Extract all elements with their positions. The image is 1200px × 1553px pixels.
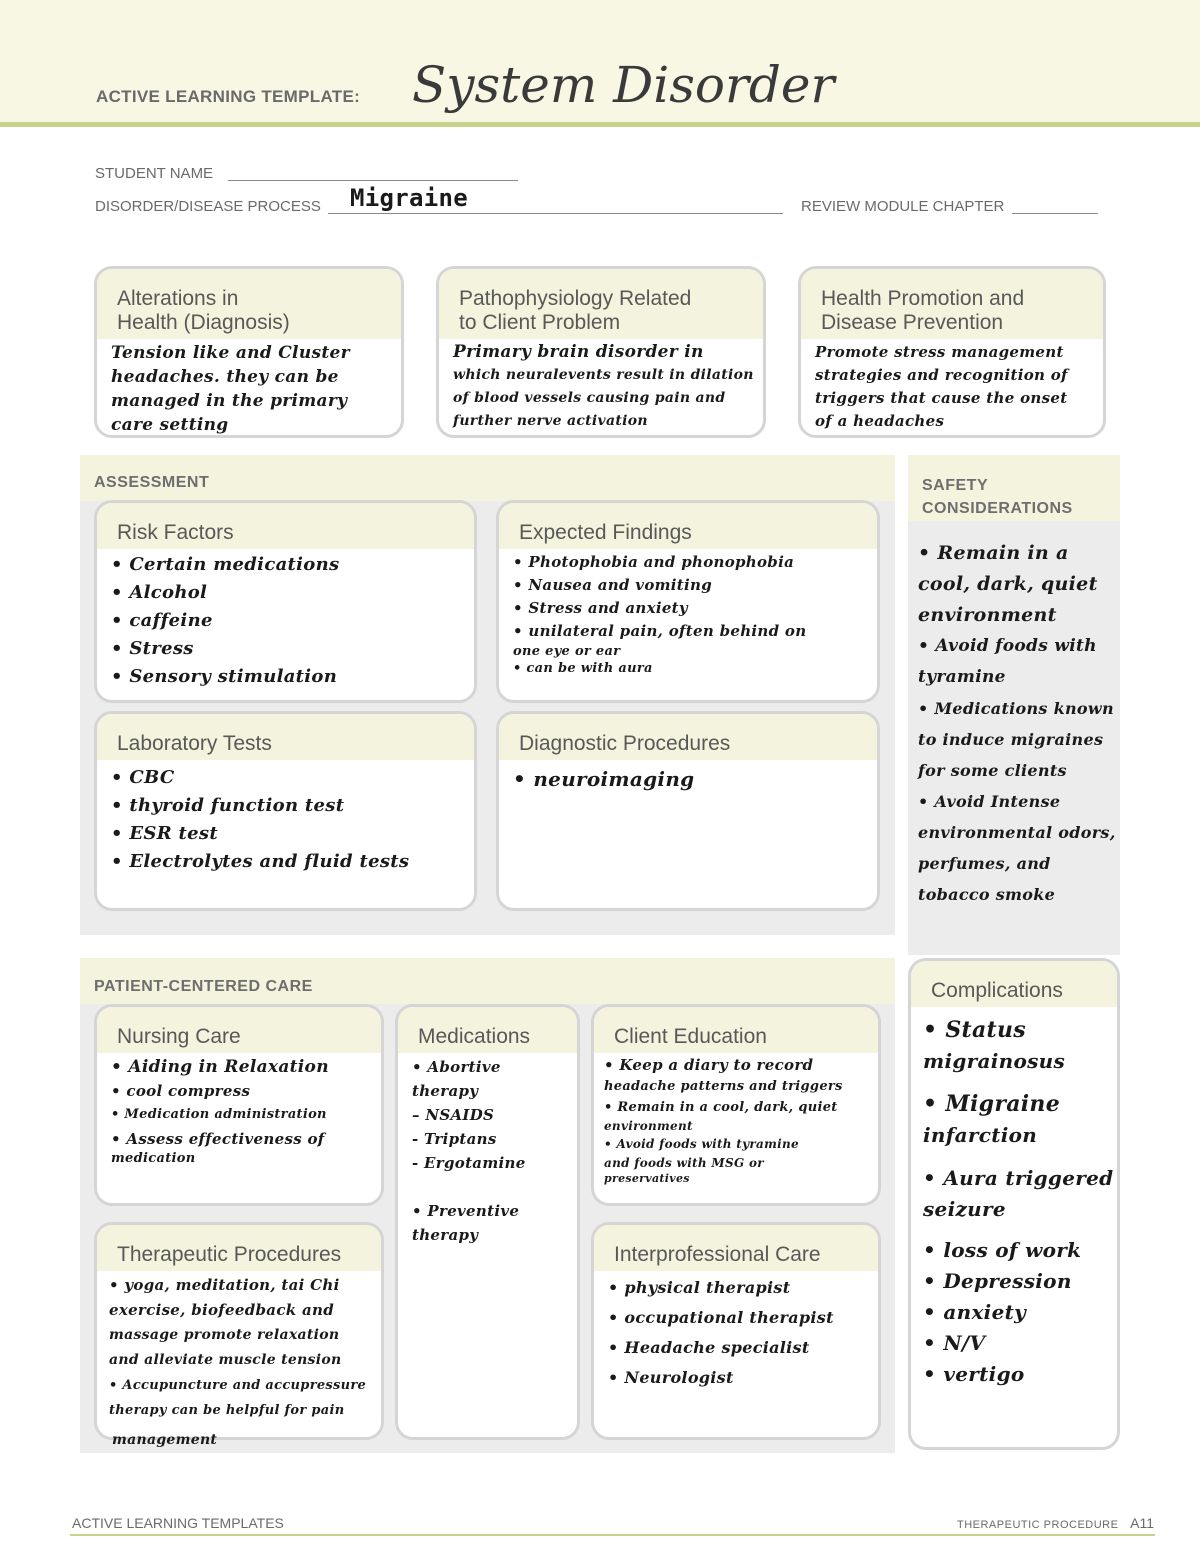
- text-line: further nerve activation: [453, 413, 648, 429]
- list-item: • ESR test: [111, 823, 218, 844]
- list-item: medication: [111, 1151, 196, 1166]
- list-item: cool, dark, quiet: [918, 573, 1098, 595]
- list-item: • caffeine: [111, 610, 213, 631]
- card-expected-findings: [496, 500, 880, 703]
- list-item: • Electrolytes and fluid tests: [111, 851, 410, 872]
- list-item: tobacco smoke: [918, 885, 1056, 904]
- card-title-line: Health (Diagnosis): [117, 311, 290, 334]
- list-item: • Remain in a: [918, 542, 1069, 564]
- card-alterations: [94, 266, 404, 438]
- list-item: to induce migraines: [918, 730, 1104, 749]
- list-item: and foods with MSG or: [604, 1156, 764, 1170]
- card-body: [499, 760, 877, 794]
- review-chapter-field[interactable]: [1012, 213, 1098, 214]
- footer-left: ACTIVE LEARNING TEMPLATES: [72, 1515, 284, 1531]
- list-item: exercise, biofeedback and: [109, 1301, 334, 1319]
- list-item: environmental odors,: [918, 823, 1116, 842]
- card-body: [439, 339, 763, 433]
- student-name-label: STUDENT NAME: [95, 165, 214, 182]
- disorder-label: DISORDER/DISEASE PROCESS: [95, 198, 321, 215]
- list-item: • Keep a diary to record: [604, 1056, 814, 1074]
- card-nursing-care: [94, 1004, 384, 1206]
- list-item: • Preventive: [412, 1202, 520, 1220]
- list-item: and alleviate muscle tension: [109, 1352, 342, 1368]
- disorder-field[interactable]: [328, 213, 783, 214]
- footer-page-number: A11: [1130, 1515, 1154, 1531]
- list-item: one eye or ear: [513, 644, 621, 659]
- list-item: • Stress and anxiety: [513, 599, 688, 617]
- template-title: System Disorder: [412, 56, 835, 114]
- card-laboratory-tests: [94, 711, 477, 911]
- card-title: Complications: [911, 961, 1117, 1007]
- text-line: Tension like and Cluster: [111, 343, 350, 363]
- footer-rule: [70, 1534, 1155, 1536]
- patient-care-title: PATIENT-CENTERED CARE: [94, 978, 313, 995]
- list-item: perfumes, and: [918, 854, 1051, 873]
- text-line: headaches. they can be: [111, 367, 339, 387]
- list-item: • Avoid Intense: [918, 792, 1061, 811]
- list-item: • unilateral pain, often behind on: [513, 622, 807, 640]
- card-title-line: Health Promotion and: [821, 287, 1025, 310]
- list-item: • Certain medications: [111, 554, 340, 575]
- safety-list: [918, 538, 1118, 910]
- card-body: [97, 1271, 381, 1423]
- list-item: • Avoid foods with tyramine: [604, 1137, 799, 1151]
- card-title-line: Pathophysiology Related: [459, 287, 692, 310]
- card-title: Medications: [398, 1007, 577, 1053]
- card-body: [97, 549, 474, 691]
- list-item: • Migraine: [923, 1091, 1061, 1117]
- list-item: environment: [604, 1119, 693, 1133]
- card-client-education: [591, 1004, 881, 1206]
- card-body: [97, 339, 401, 437]
- list-item: tyramine: [918, 667, 1006, 687]
- header-rule: [0, 122, 1200, 127]
- list-item: • physical therapist: [608, 1278, 791, 1297]
- text-line: of a headaches: [815, 412, 945, 430]
- list-item: • occupational therapist: [608, 1308, 834, 1327]
- list-item: • yoga, meditation, tai Chi: [109, 1276, 340, 1294]
- list-item: – NSAIDS: [412, 1106, 495, 1124]
- review-chapter-label: REVIEW MODULE CHAPTER: [801, 198, 1005, 215]
- card-title: Therapeutic Procedures: [97, 1225, 381, 1271]
- list-item: massage promote relaxation: [109, 1327, 340, 1343]
- list-item: • loss of work: [923, 1238, 1082, 1262]
- card-title: [439, 269, 763, 339]
- list-item: • Remain in a cool, dark, quiet: [604, 1100, 838, 1115]
- list-item: - Triptans: [412, 1130, 497, 1148]
- list-item: • Aura triggered: [923, 1166, 1114, 1190]
- card-title: Client Education: [594, 1007, 878, 1053]
- template-label: ACTIVE LEARNING TEMPLATE:: [96, 87, 361, 106]
- list-item: headache patterns and triggers: [604, 1079, 843, 1094]
- card-body: [594, 1271, 878, 1393]
- text-line: of blood vessels causing pain and: [453, 390, 726, 406]
- card-diagnostic-procedures: [496, 711, 880, 911]
- list-item: • Neurologist: [608, 1368, 734, 1387]
- text-line: care setting: [111, 415, 229, 435]
- card-title-line: to Client Problem: [459, 311, 621, 334]
- card-title: Interprofessional Care: [594, 1225, 878, 1271]
- list-item: infarction: [923, 1123, 1038, 1147]
- text-line: triggers that cause the onset: [815, 389, 1068, 407]
- safety-title-line: SAFETY: [922, 477, 989, 494]
- list-item: therapy: [412, 1226, 479, 1244]
- card-pathophysiology: [436, 266, 766, 438]
- list-item: • neuroimaging: [513, 767, 695, 791]
- list-item: • Stress: [111, 638, 194, 659]
- list-item: • Aiding in Relaxation: [111, 1057, 329, 1077]
- list-item: • cool compress: [111, 1082, 251, 1100]
- list-item: environment: [918, 604, 1057, 626]
- card-interprofessional-care: [591, 1222, 881, 1440]
- text-line: strategies and recognition of: [815, 366, 1068, 384]
- list-item: • Avoid foods with: [918, 636, 1097, 656]
- card-title-line: Disease Prevention: [821, 311, 1004, 334]
- list-item: • thyroid function test: [111, 795, 345, 816]
- list-item: • anxiety: [923, 1300, 1027, 1324]
- list-item: migrainosus: [923, 1049, 1066, 1073]
- list-item: therapy: [412, 1082, 479, 1100]
- card-title-line: Alterations in: [117, 287, 239, 310]
- card-title: Laboratory Tests: [97, 714, 474, 760]
- list-item: • Medications known: [918, 699, 1114, 718]
- safety-title: [922, 474, 1073, 520]
- list-item: [412, 1175, 563, 1199]
- card-title: Nursing Care: [97, 1007, 381, 1053]
- list-item: • Accupuncture and accupressure: [109, 1378, 367, 1393]
- assessment-title: ASSESSMENT: [94, 474, 210, 491]
- list-item: • Nausea and vomiting: [513, 576, 713, 594]
- list-item: • Alcohol: [111, 582, 208, 603]
- card-title: Expected Findings: [499, 503, 877, 549]
- list-item: • vertigo: [923, 1362, 1025, 1386]
- list-item: preservatives: [604, 1172, 690, 1185]
- text-line: managed in the primary: [111, 391, 348, 411]
- list-item: • Medication administration: [111, 1107, 327, 1122]
- card-body: [398, 1053, 577, 1247]
- card-body: [594, 1053, 878, 1185]
- safety-title-line: CONSIDERATIONS: [922, 500, 1073, 517]
- list-item: • Abortive: [412, 1058, 501, 1076]
- card-health-promotion: [798, 266, 1106, 438]
- list-item: • CBC: [111, 767, 175, 788]
- disorder-value: Migraine: [350, 184, 468, 212]
- text-line: which neuralevents result in dilation: [453, 367, 754, 383]
- card-body: [911, 1007, 1117, 1390]
- card-body: [499, 549, 877, 677]
- card-title: Risk Factors: [97, 503, 474, 549]
- card-title: [97, 269, 401, 339]
- list-item: • Depression: [923, 1269, 1072, 1293]
- therapeutic-overflow-line: management: [112, 1432, 218, 1448]
- list-item: seizure: [923, 1197, 1006, 1221]
- list-item: therapy can be helpful for pain: [109, 1403, 345, 1418]
- card-title: [801, 269, 1103, 339]
- footer-section-label: THERAPEUTIC PROCEDURE: [956, 1519, 1119, 1531]
- student-name-field[interactable]: [228, 180, 518, 181]
- card-body: [97, 760, 474, 876]
- card-medications: [395, 1004, 580, 1440]
- list-item: • Photophobia and phonophobia: [513, 553, 795, 571]
- card-body: [801, 339, 1103, 433]
- list-item: • Status: [923, 1017, 1026, 1043]
- list-item: • Sensory stimulation: [111, 666, 338, 687]
- list-item: for some clients: [918, 761, 1067, 780]
- footer-right: [957, 1515, 1154, 1531]
- card-title: Diagnostic Procedures: [499, 714, 877, 760]
- text-line: Promote stress management: [815, 343, 1064, 361]
- list-item: • Headache specialist: [608, 1338, 810, 1357]
- list-item: • Assess effectiveness of: [111, 1130, 325, 1148]
- card-therapeutic-procedures: [94, 1222, 384, 1440]
- list-item: - Ergotamine: [412, 1154, 526, 1172]
- text-line: Primary brain disorder in: [453, 342, 704, 362]
- card-complications: [908, 958, 1120, 1450]
- list-item: • N/V: [923, 1331, 986, 1355]
- list-item: • can be with aura: [513, 661, 653, 676]
- card-body: [97, 1053, 381, 1167]
- card-risk-factors: [94, 500, 477, 703]
